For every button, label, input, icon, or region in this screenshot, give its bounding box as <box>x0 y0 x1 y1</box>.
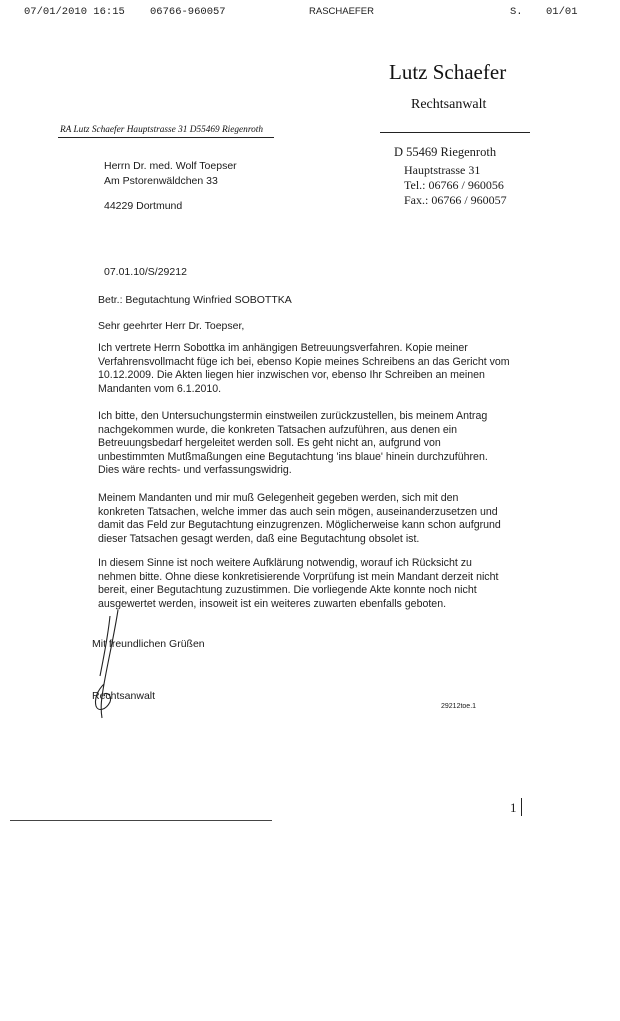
body-paragraph-1 <box>98 342 530 396</box>
paragraph-line: Verfahrensvollmacht füge ich bei, ebenso Kopie meines Schreibens an das Gericht vom <box>98 355 510 368</box>
body-paragraph-3 <box>98 492 530 546</box>
sender-city: D 55469 Riegenroth <box>394 145 497 159</box>
letterhead-title: Rechtsanwalt <box>411 97 487 112</box>
paragraph-line: Ich vertrete Herrn Sobottka im anhängigen Betreuungsverfahren. Kopie meiner <box>98 342 468 354</box>
reference-number: 07.01.10/S/29212 <box>104 266 187 278</box>
sender-fax: Fax.: 06766 / 960057 <box>404 193 507 207</box>
paragraph-line: Mandanten vom 6.1.2010. <box>98 382 222 395</box>
paragraph-line: Dies wäre rechts- und verfassungswidrig. <box>98 464 292 477</box>
paragraph-line: nachgekommen wurde, die konkreten Tatsachen aufzuführen, aus denen ein <box>98 423 458 436</box>
closing-greeting: Mit freundlichen Grüßen <box>92 638 205 650</box>
paragraph-line: Ich bitte, den Untersuchungstermin einstweilen zurückzustellen, bis meinem Antrag <box>98 410 488 422</box>
page-number: 1 <box>510 800 517 815</box>
signature-title: Rechtsanwalt <box>92 690 156 702</box>
salutation: Sehr geehrter Herr Dr. Toepser, <box>98 320 245 332</box>
sender-tel: Tel.: 06766 / 960056 <box>404 178 504 192</box>
return-address-underline <box>58 137 274 138</box>
sender-street: Hauptstrasse 31 <box>404 163 481 177</box>
paragraph-line: nehmen bitte. Ohne diese konkretisierende Vorprüfung ist mein Mandant derzeit nicht <box>98 570 499 583</box>
fax-datetime: 07/01/2010 16:15 <box>24 6 125 18</box>
signature-scribble <box>84 606 134 726</box>
fax-page-label: S. <box>510 6 523 18</box>
recipient-street: Am Pstorenwäldchen 33 <box>104 175 218 187</box>
paragraph-line: damit das Feld zur Begutachtung einzugrenzen. Möglicherweise kann schon aufgrund <box>98 519 501 532</box>
paragraph-line: ausgewertet werden, insoweit ist ein weiteres zuwarten ebenfalls geboten. <box>98 597 447 610</box>
body-paragraph-2 <box>98 410 530 478</box>
paragraph-line: bereit, einer Begutachtung zuzustimmen. Die vorliegende Akte konnte noch nicht <box>98 584 477 597</box>
fax-number: 06766-960057 <box>150 6 226 18</box>
subject-line: Betr.: Begutachtung Winfried SOBOTTKA <box>98 294 292 306</box>
paragraph-line: konkreten Tatsachen, welche immer das auch sein mögen, auseinanderzusetzen und <box>98 505 498 518</box>
paragraph-line: unbestimmten Mutßmaßungen eine Begutachtung 'ins blaue' hinein durchzuführen. <box>98 450 488 463</box>
fax-page-count: 01/01 <box>546 6 578 18</box>
paragraph-line: In diesem Sinne ist noch weitere Aufklärung notwendig, worauf ich Rücksicht zu <box>98 557 472 569</box>
return-address-line: RA Lutz Schaefer Hauptstrasse 31 D55469 Riegenroth <box>60 125 263 135</box>
document-code: 29212toe.1 <box>441 703 477 710</box>
recipient-name: Herrn Dr. med. Wolf Toepser <box>104 160 237 172</box>
recipient-city: 44229 Dortmund <box>104 200 183 212</box>
page-number-bar <box>521 798 522 816</box>
fax-sender: RASCHAEFER <box>309 6 374 17</box>
letterhead-divider <box>380 132 530 133</box>
paragraph-line: Betreuungsbedarf hergeleitet werden soll. Es geht nicht an, aufgrund von <box>98 437 441 450</box>
paragraph-line: 10.12.2009. Die Akten liegen hier inzwischen vor, ebenso Ihr Schreiben an meinen <box>98 369 485 382</box>
paragraph-line: dieser Tatsachen gesagt werden, daß eine Begutachtung obsolet ist. <box>98 532 420 545</box>
paragraph-line: Meinem Mandanten und mir muß Gelegenheit gegeben werden, sich mit den <box>98 492 459 504</box>
body-paragraph-4 <box>98 557 530 611</box>
letterhead-name: Lutz Schaefer <box>389 60 507 84</box>
footer-rule <box>10 820 272 821</box>
